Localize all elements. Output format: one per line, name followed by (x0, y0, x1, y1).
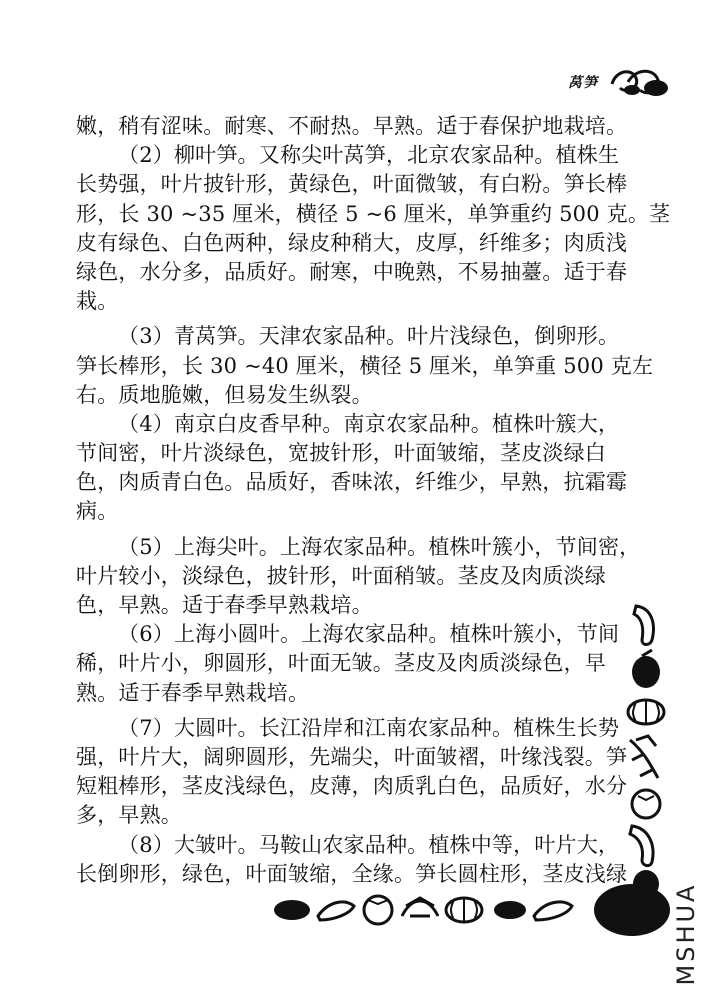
pumpkin-icon (628, 700, 664, 724)
text-line: 栽。 (76, 289, 119, 314)
text-line: （8）大皱叶。马鞍山农家品种。植株中等，叶片大， (118, 832, 620, 857)
text-line: 节间密，叶片淡绿色，宽披针形，叶面皱缩，茎皮淡绿白 (76, 441, 606, 466)
text-line: （3）青莴笋。天津农家品种。叶片浅绿色，倒卵形。 (118, 324, 620, 349)
text-line: 病。 (76, 499, 119, 524)
text-line: 右。质地脆嫩，但易发生纵裂。 (76, 382, 373, 407)
tomato-icon (364, 896, 392, 924)
text-line: 形，长 30 ~35 厘米，横径 5 ~6 厘米，单笋重约 500 克。茎 (76, 201, 671, 226)
text-line: （7）大圆叶。长江沿岸和江南农家品种。植株生长势 (118, 715, 620, 740)
vegetable-ornament-icon (606, 62, 676, 106)
watermark (664, 880, 704, 1000)
header-title: 莴笋 (568, 75, 598, 91)
text-line: 多，早熟。 (76, 803, 182, 828)
text-line: 色，肉质青白色。品质好，香味浓，纤维少，早熟，抗霜霉 (76, 470, 628, 495)
text-line: 长势强，叶片披针形，黄绿色，叶面微皱，有白粉。笋长棒 (76, 172, 628, 197)
leafy-vegetable-icon (402, 898, 438, 916)
text-line: 叶片较小，淡绿色，披针形，叶面稍皱。茎皮及肉质淡绿 (76, 563, 606, 588)
text-line: 色，早熟。适于春季早熟栽培。 (76, 593, 373, 617)
text-line: 皮有绿色、白色两种，绿皮种稍大，皮厚，纤维多；肉质浅 (76, 230, 628, 255)
text-line: （5）上海尖叶。上海农家品种。植株叶簇小，节间密， (118, 534, 641, 559)
text-line: （6）上海小圆叶。上海农家品种。植株叶簇小，节间 (118, 622, 620, 647)
text-line: （4）南京白皮香早种。南京农家品种。植株叶簇大， (118, 411, 620, 436)
cucumber-icon (534, 902, 572, 920)
pumpkin-icon (446, 898, 482, 922)
text-line: 熟。适于春季早熟栽培。 (76, 680, 310, 705)
text-line: 稀，叶片小，卵圆形，叶面无皱。茎皮及肉质淡绿色，早 (76, 651, 606, 676)
cucumber-icon (630, 826, 653, 866)
eggplant-icon (494, 901, 526, 919)
text-line: 长倒卵形，绿色，叶面皱缩，全缘。笋长圆柱形，茎皮浅绿 (76, 861, 628, 886)
text-line: 短粗棒形，茎皮浅绿色，皮薄，肉质乳白色，品质好，水分 (76, 774, 628, 799)
body-text (76, 112, 671, 889)
bottom-ornament-row (270, 876, 670, 946)
text-line: 笋长棒形，长 30 ~40 厘米，横径 5 厘米，单笋重 500 克左 (76, 353, 654, 378)
text-line: 嫩，稍有涩味。耐寒、不耐热。早熟。适于春保护地栽培。 (76, 114, 628, 138)
eggplant-icon (632, 650, 660, 688)
text-line: （2）柳叶笋。又称尖叶莴笋，北京农家品种。植株生 (118, 143, 620, 168)
text-line: 强，叶片大，阔卵圆形，先端尖，叶面皱褶，叶缘浅裂。笋 (76, 744, 628, 769)
melon-icon (594, 884, 670, 936)
running-header (560, 62, 680, 102)
tomato-icon (632, 790, 660, 818)
eggplant-icon (274, 900, 310, 920)
cucumber-icon (318, 902, 354, 920)
text-line: 绿色，水分多，品质好。耐寒，中晚熟，不易抽薹。适于春 (76, 259, 628, 284)
leafy-vegetable-icon (630, 736, 658, 778)
cucumber-icon (634, 606, 653, 645)
watermark-text: MSHUA (672, 882, 700, 986)
side-ornament-column (622, 600, 668, 900)
